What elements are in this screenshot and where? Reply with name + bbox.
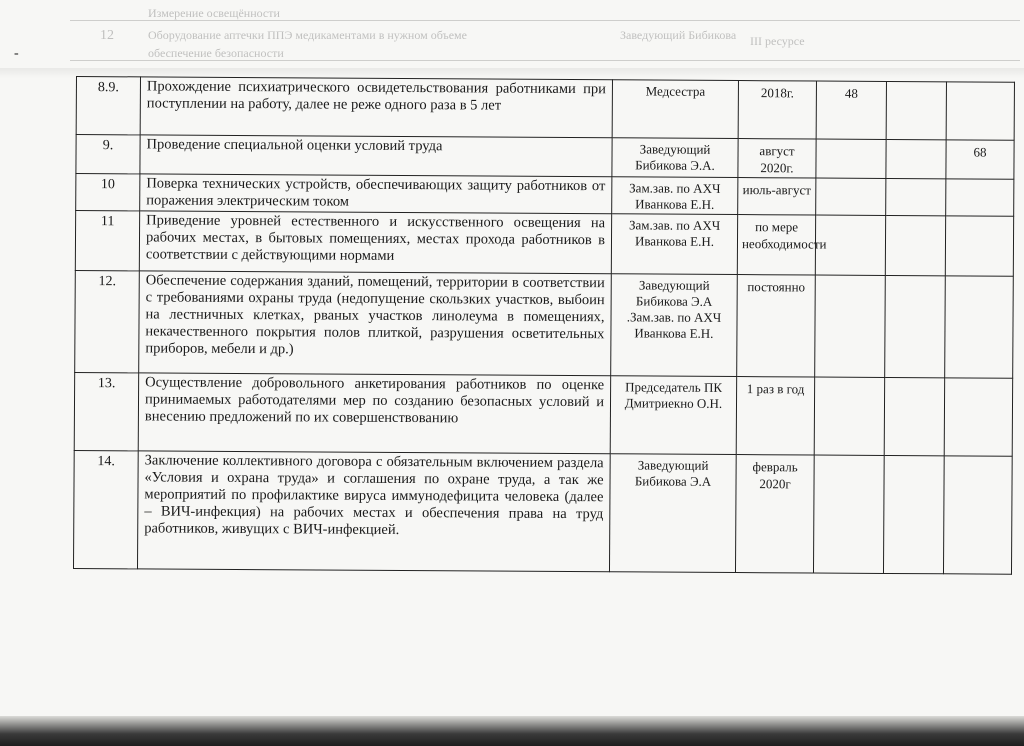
value-cell [945,216,1013,276]
value-cell [816,178,886,215]
value-cell [884,377,944,455]
row-number: 9. [76,135,140,174]
responsible-person: Заведующий Бибикова Э.А. [612,138,738,178]
responsible-person: Заведующий Бибикова Э.А [609,454,736,573]
table-row [73,450,1012,574]
responsible-person: Зам.зав. по АХЧ Иванкова Е.Н. [611,214,737,275]
value-cell [945,276,1014,378]
responsible-person: Заведующий Бибикова Э.А .Зам.зав. по АХЧ Иванкова Е.Н. [611,274,738,377]
measures-table [73,76,1015,575]
value-cell [886,81,946,139]
value-cell [816,139,886,178]
scan-edge-shadow [0,716,1024,746]
table-row [76,135,1014,180]
responsible-person: Председатель ПК Дмитриекно О.Н. [610,376,736,455]
task-description: Поверка технических устройств, обеспечивающих защиту работников от поражения электрическим током [140,174,612,214]
task-description: Осуществление добровольного анкетирования работников по оценке принимаемых работодателями мер по созданию безопасных условий и внесению предложений по их совершенствованию [138,373,610,454]
responsible-person: Медсестра [612,80,738,139]
value-cell: 48 [816,81,886,139]
row-number: 10 [76,174,140,211]
due-term: февраль 2020г [735,455,814,573]
value-cell [886,139,946,178]
table-row [76,174,1014,217]
task-description: Заключение коллективного договора с обязательным включением раздела «Условия и охрана труда» и соглашения по охране труда, а так же мероприятий по профилактике вируса иммунодефицита человека (далее – ВИЧ-инфекция) на рабочих местах и обеспечения права на труд работников, живущих с ВИЧ-инфекцией. [137,451,610,572]
row-number: 8.9. [76,77,140,135]
table-row [75,211,1013,277]
table-row [74,372,1012,456]
task-description: Проведение специальной оценки условий труда [140,135,612,177]
responsible-person: Зам.зав. по АХЧ Иванкова Е.Н. [612,177,738,215]
due-term: июль-август [738,178,816,215]
value-cell [883,455,944,573]
row-number: 12. [75,270,140,372]
value-cell [886,178,946,215]
margin-mark: - [14,46,19,61]
due-term: август 2020г. [738,139,816,178]
row-number: 14. [73,450,138,568]
due-term: 2018г. [738,81,816,139]
value-cell [946,82,1014,140]
value-cell: 68 [946,140,1014,179]
table-row [75,270,1014,378]
task-description: Обеспечение содержания зданий, помещений, территории в соответствии с требованиями охраны труда (недопущение скользких участков, выбоин на лестничных клетках, рваных участков линолеума в помещениях, некачественного покрытия полов плиткой, разрушения осветительных приборов, мебели и др.) [139,271,612,376]
task-description: Прохождение психиатрического освидетельствования работниками при поступлении на работу, далее не реже одного раза в 5 лет [140,77,612,138]
value-cell [946,179,1014,216]
value-cell [815,275,886,377]
bleed-through-header: Измерение освещённости 12 Оборудование аптечки ППЭ медикаментами в нужном объеме обеспечение безопасности Заведующий Бибикова III ресурсе [70,0,1020,70]
value-cell [885,215,945,275]
task-description: Приведение уровней естественного и искусственного освещения на рабочих местах, в бытовых помещениях, местах прохода работников в соответствии с действующими нормами [139,211,611,274]
row-number: 13. [74,372,138,450]
due-term: постоянно [737,275,816,377]
value-cell [813,455,884,573]
row-number: 11 [75,211,139,271]
value-cell [943,456,1012,574]
due-term: по мере необходимости [737,215,815,275]
due-term: 1 раз в год [736,377,814,455]
value-cell [944,378,1012,456]
value-cell [885,275,946,377]
value-cell [814,377,884,455]
table-row [76,77,1014,141]
